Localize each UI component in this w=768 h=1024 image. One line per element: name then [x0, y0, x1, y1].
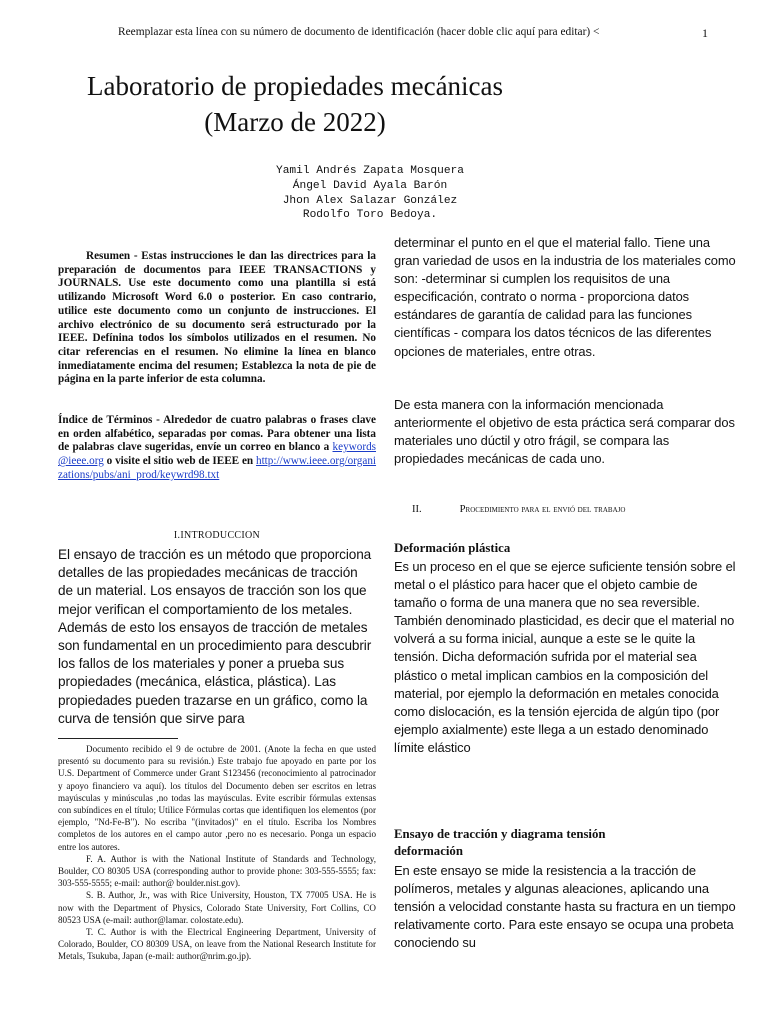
- page-number: 1: [702, 26, 708, 40]
- author-name: Yamil Andrés Zapata Mosquera: [276, 165, 464, 177]
- ensayo-body: En este ensayo se mide la resistencia a la tracción de polímeros, metales y algunas aleaciones, aplicando una tensión a velocidad constante hasta su fractura en un tiempo relativamente corto. Para este ensayo se ocupa una probeta conociendo su: [394, 863, 736, 951]
- author-list: [0, 164, 740, 223]
- index-terms: [58, 414, 376, 483]
- section-heading-introduction: I.INTRODUCCION: [173, 530, 261, 541]
- index-terms-text: Índice de Términos - Alrededor de cuatro palabras o frases clave en orden alfabético, separadas por comas. Para obtener una lista de palabras clave sugeridas, envíe un correo en blanco a: [58, 414, 376, 454]
- introduction-body: El ensayo de tracción es un método que proporciona detalles de las propiedades mecánicas de tracción de un material. Los ensayos de tracción son los que mejor verifican el comportamiento de los metales. Además de esto los ensayos de tracción de metales son fundamental en un procedimiento para descubrir los fallos de los materiales y poner a prueba sus propiedades (mecánica, elástica, plástica). Las propiedades pueden trazarse en un gráfico, como la curva de tensión que sirve para: [58, 547, 372, 726]
- footnote-rule: [58, 738, 178, 739]
- keywords-email-link[interactable]: keywords@ieee.org: [58, 441, 377, 468]
- title-line-1: Laboratorio de propiedades mecánicas: [86, 71, 504, 101]
- subsection-heading-ensayo: Ensayo de tracción y diagrama tensión deformación: [394, 827, 606, 858]
- abstract: [58, 250, 376, 387]
- index-terms-middle: o visite el sitio web de IEEE en: [106, 455, 254, 468]
- section-heading-procedure: [412, 504, 625, 515]
- section-title: Procedimiento para el envió del trabajo: [459, 504, 626, 515]
- running-header: Reemplazar esta línea con su número de documento de identificación (hacer doble clic aquí para editar) <: [118, 26, 600, 38]
- keywords-url-link[interactable]: http://www.ieee.org/organizations/pubs/ani_prod/keywrd98.txt: [58, 455, 377, 481]
- title-line-2: (Marzo de 2022): [204, 107, 386, 137]
- deformacion-body: Es un proceso en el que se ejerce suficiente tensión sobre el metal o el plástico para hacer que el objeto cambie de tamaño o forma de una manera que no sea reversible. También denominado plasticidad, es decir que el material no volverá a su forma inicial, aunque a este se le quite la tensión. Dicha deformación sufrida por el material sea plástico o metal implican cambios en la composición del material, por ejemplo la deformación en metales conocida como dislocación, es la tensión ejercida de algún tipo (por ejemplo axialmente) este llega a un estado denominado límite elástico: [394, 559, 736, 755]
- footnote: [58, 743, 376, 963]
- footnote-paragraph: S. B. Author, Jr., was with Rice University, Houston, TX 77005 USA. He is now with the Department of Physics, Colorado State University, Fort Collins, CO 80523 USA (e-mail: author@lamar. colostate.edu).: [58, 890, 376, 925]
- continuation-paragraph: determinar el punto en el que el material fallo. Tiene una gran variedad de usos en la industria de los materiales como son: -determinar si cumplen los requisitos de una especificación, contrato o norma - proporciona datos estándares de garantía de calidad para las funciones científicas - compara los datos técnicos de las diferentes opciones de materiales, entre otras.: [394, 235, 736, 359]
- footnote-paragraph: F. A. Author is with the National Institute of Standards and Technology, Boulder, CO 80305 USA (corresponding author to provide phone: 303-555-5555; fax: 303-555-5555; e-mail: author@ boulder.nist.gov).: [58, 853, 376, 889]
- footnote-paragraph: T. C. Author is with the Electrical Engineering Department, University of Colorado, Boulder, CO 80309 USA, on leave from the National Research Institute for Metals, Tsukuba, Japan (e-mail: author@nrim.go.jp).: [58, 927, 376, 962]
- section-number: II.: [412, 504, 422, 515]
- footnote-paragraph: Documento recibido el 9 de octubre de 2001. (Anote la fecha en que usted presentó su documento para su revisión.) Este trabajo fue apoyado en parte por los U.S. Department of Commerce under Grant S123456 (reconocimiento al patrocinador y apoyo financiero va aquí). los títulos del Documento deben ser escritos en letras mayúsculas y minúsculas ,no todas las mayúsculas. Evite escribir fórmulas extensas con subíndices en el título; Utilice Fórmulas cortas que identifiquen los elementos (por ejemplo, "Nd-Fe-B"). No escriba "(invitados)" en el título. Escriba los Nombres completos de los autores en el campo autor ,pero no es necesario. Ponga un espacio entre los autores.: [58, 744, 376, 852]
- objective-paragraph: De esta manera con la información mencionada anteriormente el objetivo de esta práctica será comparar dos materiales uno dúctil y otro frágil, se compara las propiedades mecánicas de cada uno.: [394, 397, 735, 467]
- abstract-text: Resumen - Estas instrucciones le dan las directrices para la preparación de documentos para IEEE TRANSACTIONS y JOURNALS. Use este documento como una plantilla si está utilizando Microsoft Word 6.0 o posterior. En caso contrario, utilice este documento como un conjunto de instrucciones. El archivo electrónico de su documento será estructurado por la IEEE. Defínina todos los símbolos utilizados en el resumen. No citar referencias en el resumen. No elimine la línea en blanco inmediatamente encima del resumen; Establezca la nota de pie de página en la parte inferior de esta columna.: [58, 250, 376, 386]
- author-name: Rodolfo Toro Bedoya.: [302, 209, 438, 222]
- author-name: Ángel David Ayala Barón: [292, 179, 448, 192]
- subsection-heading-deformacion: Deformación plástica: [394, 541, 511, 555]
- author-name: Jhon Alex Salazar González: [282, 194, 458, 207]
- paper-title: [0, 68, 590, 140]
